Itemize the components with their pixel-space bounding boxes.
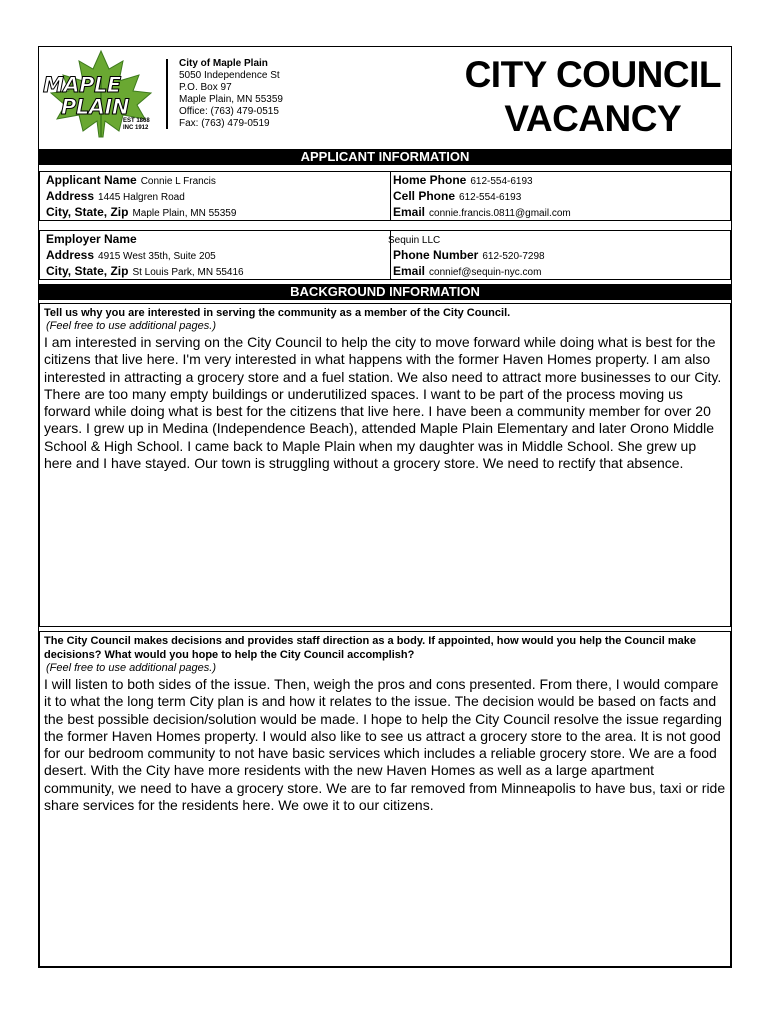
street-address: 5050 Independence St [179, 70, 280, 81]
question-1-note: (Feel free to use additional pages.) [46, 320, 216, 332]
employer-phone-row [393, 247, 545, 263]
applicant-info-heading: APPLICANT INFORMATION [39, 149, 731, 165]
applicant-address-row [46, 188, 185, 204]
po-box: P.O. Box 97 [179, 82, 232, 93]
employer-phone-label: Phone Number [393, 248, 479, 262]
applicant-address-label: Address [46, 189, 95, 203]
home-phone-row [393, 172, 533, 188]
applicant-csz-label: City, State, Zip [46, 205, 129, 219]
office-phone: Office: (763) 479-0515 [179, 106, 279, 117]
employer-email-label: Email [393, 264, 426, 278]
employer-csz-field[interactable]: St Louis Park, MN 55416 [132, 267, 244, 278]
employer-name-value-row [388, 231, 440, 247]
cell-phone-row [393, 188, 521, 204]
applicant-name-field[interactable]: Connie L Francis [140, 176, 216, 187]
question-2-text: The City Council makes decisions and provides staff direction as a body. If appointed, how would you help the Council make decisions? What would you hope to help the City Council accomplish? [44, 635, 696, 661]
employer-address-row [46, 247, 216, 263]
city-address-block [179, 58, 283, 130]
city-state-zip: Maple Plain, MN 55359 [179, 94, 283, 105]
employer-name-field[interactable]: Sequin LLC [388, 235, 441, 246]
title-line-1: CITY COUNCIL [464, 54, 721, 95]
applicant-csz-row [46, 204, 236, 220]
logo-text-bottom: PLAIN [61, 95, 129, 119]
document-title [465, 53, 721, 141]
applicant-name-row [46, 172, 216, 188]
applicant-info-box [39, 171, 731, 221]
question-1-text: Tell us why you are interested in serving the community as a member of the City Council. [44, 307, 511, 319]
applicant-email-label: Email [393, 205, 426, 219]
applicant-email-row [393, 204, 571, 220]
logo-est: EST 1868 [123, 118, 150, 124]
applicant-address-field[interactable]: 1445 Halgren Road [98, 192, 185, 203]
cell-phone-label: Cell Phone [393, 189, 456, 203]
fax-number: Fax: (763) 479-0519 [179, 118, 270, 129]
employer-address-label: Address [46, 248, 95, 262]
header-divider [166, 59, 168, 129]
application-form [38, 46, 732, 968]
question-1-box [39, 303, 731, 627]
title-line-2: VACANCY [504, 98, 682, 139]
cell-phone-field[interactable]: 612-554-6193 [459, 192, 522, 203]
background-info-heading: BACKGROUND INFORMATION [39, 284, 731, 300]
city-name: City of Maple Plain [179, 58, 268, 69]
applicant-email-field[interactable]: connie.francis.0811@gmail.com [429, 208, 571, 219]
employer-name-label: Employer Name [46, 232, 137, 246]
maple-plain-logo [39, 47, 163, 139]
employer-phone-field[interactable]: 612-520-7298 [482, 251, 545, 262]
column-divider [390, 172, 391, 220]
logo-inc: INC 1912 [123, 125, 149, 131]
logo-text-top: MAPLE [43, 73, 121, 97]
applicant-name-label: Applicant Name [46, 173, 137, 187]
question-2-box [39, 631, 731, 967]
answer-2-field[interactable]: I will listen to both sides of the issue. Then, weigh the pros and cons presented. From there, I would compare it to what the long term City plan is and how it relates to the issue. The decision would be based on facts and the best possible decision/solution would be made. I hope to help the City Council resolve the issue regarding the former Haven Homes property. I would also like to see us attract a grocery store to the area. It is not good for our bedroom community to not have basic services which includes a reliable grocery store. We are a food desert. With the City have more residents with the new Haven Homes as well as a large apartment community, we need to have a grocery store. We are to far removed from Minneapolis to have bus, taxi or ride share services for the residents here. We owe it to our citizens. [44, 676, 726, 814]
home-phone-label: Home Phone [393, 173, 467, 187]
employer-name-row [46, 231, 137, 247]
employer-info-box [39, 230, 731, 280]
answer-1-field[interactable]: I am interested in serving on the City Council to help the city to move forward while doing what is best for the citizens that live here. I'm very interested in what happens with the former Haven Homes property. I am also interested in attracting a grocery store and a fuel station. We also need to attract more businesses to our City. There are too many empty buildings or underutilized spaces. I want to be part of the process moving us forward while doing what is best for the citizens that live here. I have been a community member for over 20 years. I grew up in Medina (Independence Beach), attended Maple Plain Elementary and later Orono Middle School & High School. I came back to Maple Plain when my daughter was in Middle School. She grew up here and I have stayed. Our town is struggling without a grocery store. We need to rectify that absence. [44, 334, 722, 472]
question-2-note: (Feel free to use additional pages.) [46, 662, 216, 674]
employer-address-field[interactable]: 4915 West 35th, Suite 205 [98, 251, 216, 262]
employer-email-field[interactable]: connief@sequin-nyc.com [429, 267, 542, 278]
employer-csz-row [46, 263, 244, 279]
employer-email-row [393, 263, 541, 279]
home-phone-field[interactable]: 612-554-6193 [470, 176, 533, 187]
applicant-csz-field[interactable]: Maple Plain, MN 55359 [132, 208, 237, 219]
employer-csz-label: City, State, Zip [46, 264, 129, 278]
